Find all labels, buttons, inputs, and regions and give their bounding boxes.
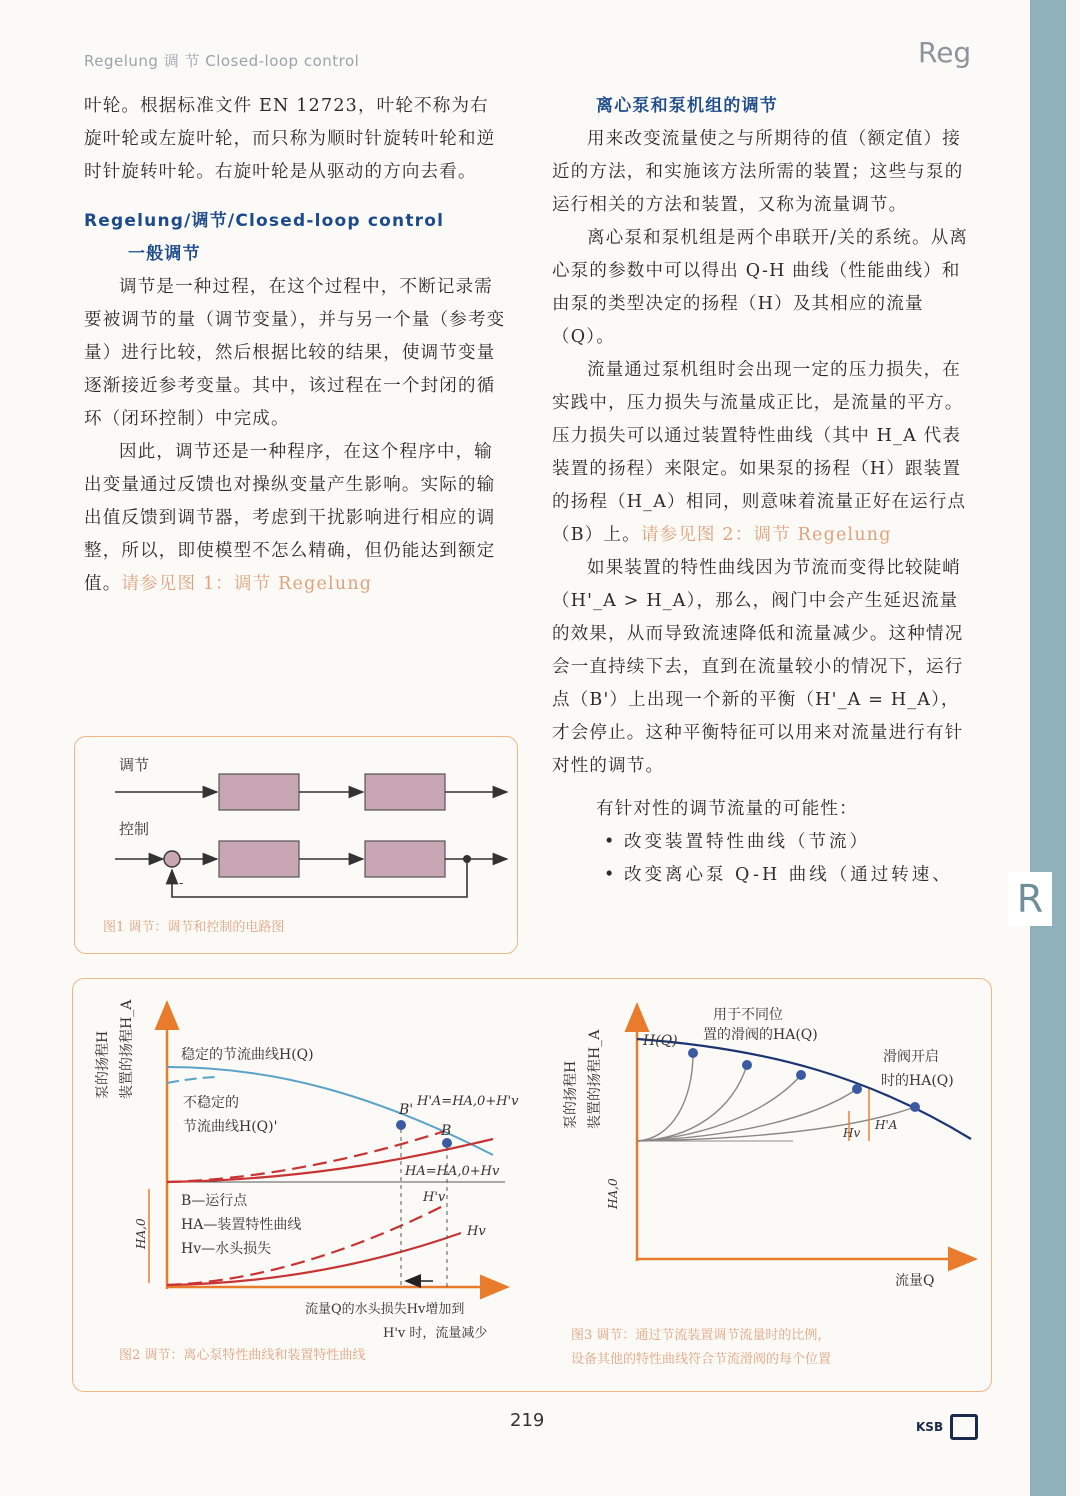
svg-text:B: B bbox=[441, 1123, 452, 1139]
intro-paragraph: 叶轮。根据标准文件 EN 12723，叶轮不称为右旋叶轮或左旋叶轮，而只称为顺时针旋转叶轮和逆时针旋转叶轮。右旋叶轮是从驱动的方向去看。 bbox=[84, 96, 496, 182]
summing-junction bbox=[164, 851, 180, 867]
left-column bbox=[84, 90, 506, 601]
sidebar-band bbox=[1030, 0, 1066, 1496]
svg-text:装置的扬程H_A: 装置的扬程H_A bbox=[119, 999, 135, 1099]
figure-2-3 bbox=[72, 978, 992, 1392]
paragraph-1: 调节是一种过程，在这个过程中，不断记录需要被调节的量（调节变量），并与另一个量（参考变量）进行比较，然后根据比较的结果，使调节变量逐渐接近参考变量。其中，该过程在一个封闭的循环（闭环控制）中完成。 bbox=[84, 277, 506, 429]
svg-text:流量Q的水头损失Hv增加到: 流量Q的水头损失Hv增加到 bbox=[305, 1302, 465, 1317]
figure-2-caption: 图2 调节：离心泵特性曲线和装置特性曲线 bbox=[119, 1348, 366, 1363]
figure-3 bbox=[562, 1007, 973, 1367]
plant-block bbox=[365, 774, 445, 810]
figure-2 bbox=[94, 999, 519, 1363]
figure-3-caption: 图3 调节：通过节流装置调节流量时的比例， bbox=[571, 1328, 831, 1343]
figure-1 bbox=[74, 736, 518, 954]
svg-text:节流曲线H(Q)': 节流曲线H(Q)' bbox=[183, 1119, 278, 1135]
right-paragraph-4: 如果装置的特性曲线因为节流而变得比较陡峭（H'_A > H_A），那么，阀门中会产生延迟流量的效果，从而导致流速降低和流量减少。这种情况会一直持续下去，直到在流量较小的情况下，运行点（B'）上出现一个新的平衡（H'_A = H_A），才会停止。这种平衡特征可以用来对流量进行有针对性的调节。 bbox=[552, 558, 964, 776]
svg-text:H'A: H'A bbox=[875, 1118, 898, 1132]
control-label: 控制 bbox=[119, 820, 150, 838]
operating-point-b-prime bbox=[396, 1120, 406, 1130]
brand-logo: KSB bbox=[916, 1420, 944, 1434]
svg-text:时的HA(Q): 时的HA(Q) bbox=[881, 1073, 954, 1089]
svg-text:设备其他的特性曲线符合节流滑阀的每个位置: 设备其他的特性曲线符合节流滑阀的每个位置 bbox=[571, 1352, 832, 1367]
right-paragraph-1: 用来改变流量使之与所期待的值（额定值）接近的方法，和实施该方法所需的装置；这些与泵的运行相关的方法和装置，又称为流量调节。 bbox=[552, 129, 964, 215]
svg-text:H(Q): H(Q) bbox=[643, 1033, 678, 1049]
page-number: 219 bbox=[510, 1410, 545, 1431]
section-tab: R bbox=[1008, 872, 1052, 926]
figure-reference[interactable]: 请参见图 1：调节 Regelung bbox=[121, 574, 373, 594]
svg-text:Hv: Hv bbox=[843, 1126, 861, 1140]
svg-text:H'A=HA,0+H'v: H'A=HA,0+H'v bbox=[417, 1094, 519, 1109]
regulation-label: 调节 bbox=[119, 756, 150, 774]
svg-text:泵的扬程H: 泵的扬程H bbox=[563, 1060, 579, 1129]
operating-point-b bbox=[442, 1138, 452, 1148]
controller-block bbox=[219, 774, 299, 810]
ksb-logo-icon bbox=[950, 1414, 978, 1440]
right-heading: 离心泵和泵机组的调节 bbox=[596, 96, 778, 116]
svg-text:置的滑阀的HA(Q): 置的滑阀的HA(Q) bbox=[703, 1027, 818, 1043]
svg-text:滑阀开启: 滑阀开启 bbox=[883, 1049, 939, 1065]
section-title: Regelung/调节/Closed-loop control bbox=[84, 211, 445, 231]
throttled-system-curve bbox=[167, 1131, 445, 1182]
svg-text:H'v: H'v bbox=[423, 1190, 446, 1205]
figure-1-caption: 图1 调节：调节和控制的电路图 bbox=[103, 920, 285, 935]
svg-text:泵的扬程H: 泵的扬程H bbox=[95, 1030, 111, 1099]
section-code: Reg bbox=[918, 36, 972, 69]
bullet-item: • 改变离心泵 Q-H 曲线（通过转速、 bbox=[604, 859, 976, 892]
unstable-curve bbox=[167, 1077, 219, 1083]
right-column bbox=[552, 90, 976, 892]
list-title: 有针对性的调节流量的可能性： bbox=[596, 799, 858, 819]
svg-text:HA=HA,0+Hv: HA=HA,0+Hv bbox=[405, 1164, 500, 1179]
right-paragraph-3: 流量通过泵机组时会出现一定的压力损失，在实践中，压力损失与流量成正比，是流量的平方。压力损失可以通过装置特性曲线（其中 H_A 代表装置的扬程）来限定。如果泵的扬程（H）跟装置的扬程（H_A）相同，则意味着流量正好在运行点（B）上。请参见图 2：调节 Regelung bbox=[552, 360, 967, 545]
block-diagram bbox=[75, 737, 517, 953]
paragraph-2: 因此，调节还是一种程序，在这个程序中，输出变量通过反馈也对操纵变量产生影响。实际的输出值反馈到调节器，考虑到干扰影响进行相应的调整，所以，即使模型不怎么精确，但仍能达到额定值。请参见图 1：调节 Regelung bbox=[84, 442, 496, 594]
figure-reference[interactable]: 请参见图 2：调节 Regelung bbox=[640, 525, 892, 545]
svg-text:流量Q: 流量Q bbox=[895, 1273, 935, 1289]
svg-text:稳定的节流曲线H(Q): 稳定的节流曲线H(Q) bbox=[181, 1047, 314, 1063]
svg-text:-: - bbox=[179, 876, 184, 891]
svg-text:HA—装置特性曲线: HA—装置特性曲线 bbox=[181, 1217, 302, 1233]
svg-text:H'v 时，流量减少: H'v 时，流量减少 bbox=[383, 1326, 488, 1341]
svg-text:HA,0: HA,0 bbox=[134, 1218, 148, 1249]
svg-text:装置的扬程H_A: 装置的扬程H_A bbox=[587, 1029, 603, 1129]
subsection-title: 一般调节 bbox=[128, 244, 201, 264]
plant-block-2 bbox=[365, 841, 445, 877]
svg-text:Hv—水头损失: Hv—水头损失 bbox=[181, 1241, 272, 1257]
svg-text:B': B' bbox=[399, 1102, 414, 1118]
svg-text:B—运行点: B—运行点 bbox=[181, 1193, 248, 1209]
bullet-item: • 改变装置特性曲线（节流） bbox=[604, 826, 976, 859]
svg-text:用于不同位: 用于不同位 bbox=[713, 1007, 783, 1023]
svg-text:HA,0: HA,0 bbox=[606, 1178, 620, 1209]
right-paragraph-2: 离心泵和泵机组是两个串联开/关的系统。从离心泵的参数中可以得出 Q-H 曲线（性能曲线）和由泵的类型决定的扬程（H）及其相应的流量（Q）。 bbox=[552, 228, 969, 347]
running-header: Regelung 调 节 Closed-loop control bbox=[84, 52, 360, 70]
svg-text:不稳定的: 不稳定的 bbox=[183, 1095, 239, 1111]
pump-curves bbox=[73, 979, 991, 1391]
controller-block-2 bbox=[219, 841, 299, 877]
svg-text:Hv: Hv bbox=[467, 1224, 486, 1239]
